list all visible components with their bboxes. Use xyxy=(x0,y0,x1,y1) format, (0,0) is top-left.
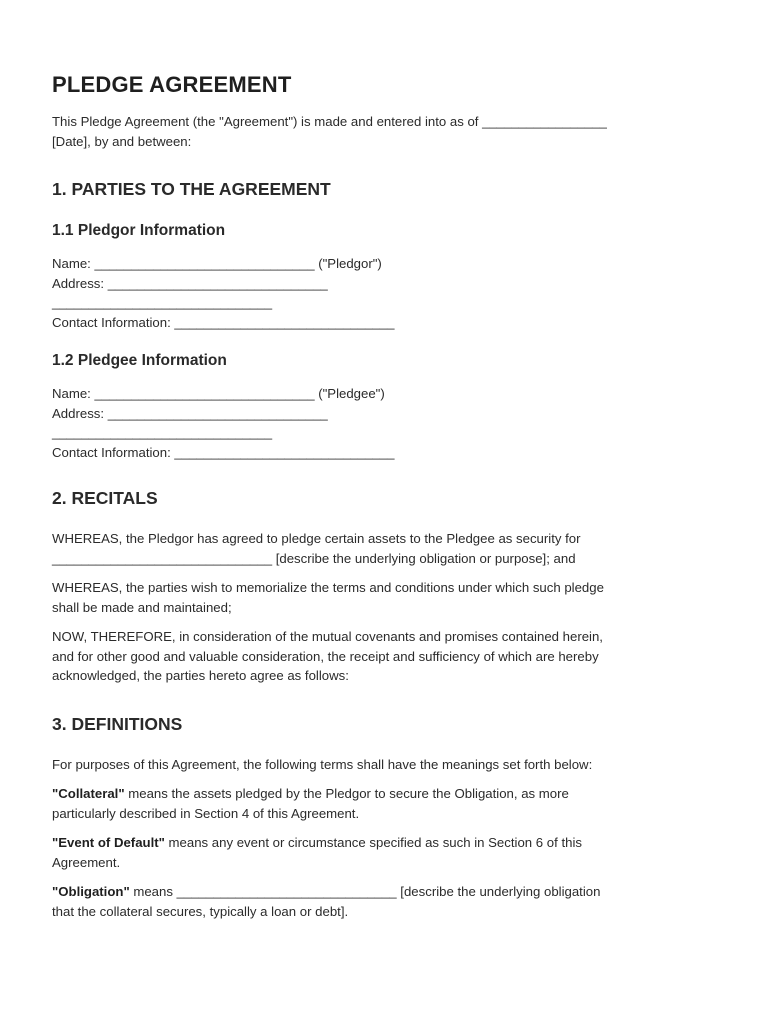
text-line xyxy=(52,784,718,804)
definition-text: means any event or circumstance specified as such in Section 6 of this xyxy=(164,835,582,850)
document-title: PLEDGE AGREEMENT xyxy=(52,72,292,97)
text-line: WHEREAS, the Pledgor has agreed to pledge certain assets to the Pledgee as security for xyxy=(52,531,581,546)
intro-paragraph xyxy=(52,112,718,151)
text-line: that the collateral secures, typically a loan or debt]. xyxy=(52,903,349,919)
text-line xyxy=(52,833,718,853)
definitions-intro: For purposes of this Agreement, the following terms shall have the meanings set forth below: xyxy=(52,756,593,772)
intro-line: This Pledge Agreement (the "Agreement") is made and entered into as of _________________ xyxy=(52,114,607,129)
section-2-heading: 2. RECITALS xyxy=(52,488,158,508)
pledgee-fields xyxy=(52,384,718,462)
pledgor-address-line-2: ______________________________ xyxy=(52,295,273,310)
pledgor-heading: 1.1 Pledgor Information xyxy=(52,222,226,239)
definition-event-of-default xyxy=(52,833,718,872)
pledgee-heading: 1.2 Pledgee Information xyxy=(52,352,227,369)
recital-paragraph-2 xyxy=(52,578,718,617)
text-line: acknowledged, the parties hereto agree as follows: xyxy=(52,668,349,683)
recital-paragraph-3 xyxy=(52,627,718,686)
pledgor-address-line: Address: ______________________________ xyxy=(52,275,328,291)
pledgee-address-line: Address: ______________________________ xyxy=(52,405,328,421)
definition-text: means the assets pledged by the Pledgor to secure the Obligation, as more xyxy=(124,786,569,801)
text-line: NOW, THEREFORE, in consideration of the mutual covenants and promises contained herein, xyxy=(52,629,603,644)
pledgee-name-line: Name: ______________________________ ("Pledgee") xyxy=(52,386,385,401)
text-line: shall be made and maintained; xyxy=(52,599,232,615)
definition-collateral xyxy=(52,784,718,823)
text-line: and for other good and valuable consideration, the receipt and sufficiency of which are hereby xyxy=(52,648,599,664)
recital-paragraph-1 xyxy=(52,529,718,568)
pledgor-contact-line: Contact Information: ______________________________ xyxy=(52,314,395,330)
intro-line: [Date], by and between: xyxy=(52,133,192,149)
term-event-of-default: "Event of Default" xyxy=(52,835,165,850)
text-line: Agreement. xyxy=(52,854,121,870)
text-line: ______________________________ [describe the underlying obligation or purpose]; and xyxy=(52,550,576,566)
definition-text: means ______________________________ [describe the underlying obligation xyxy=(129,884,601,899)
text-line: WHEREAS, the parties wish to memorialize the terms and conditions under which such pledge xyxy=(52,580,604,595)
definition-obligation xyxy=(52,882,718,921)
pledgee-contact-line: Contact Information: ______________________________ xyxy=(52,444,395,460)
term-collateral: "Collateral" xyxy=(52,786,125,801)
text-line: particularly described in Section 4 of this Agreement. xyxy=(52,805,360,821)
section-3-heading: 3. DEFINITIONS xyxy=(52,713,183,734)
text-line xyxy=(52,882,718,902)
pledgor-fields xyxy=(52,254,718,332)
section-1-heading: 1. PARTIES TO THE AGREEMENT xyxy=(52,179,331,199)
pledgee-address-line-2: ______________________________ xyxy=(52,425,273,440)
pledgor-name-line: Name: ______________________________ ("Pledgor") xyxy=(52,256,382,271)
term-obligation: "Obligation" xyxy=(52,884,130,899)
